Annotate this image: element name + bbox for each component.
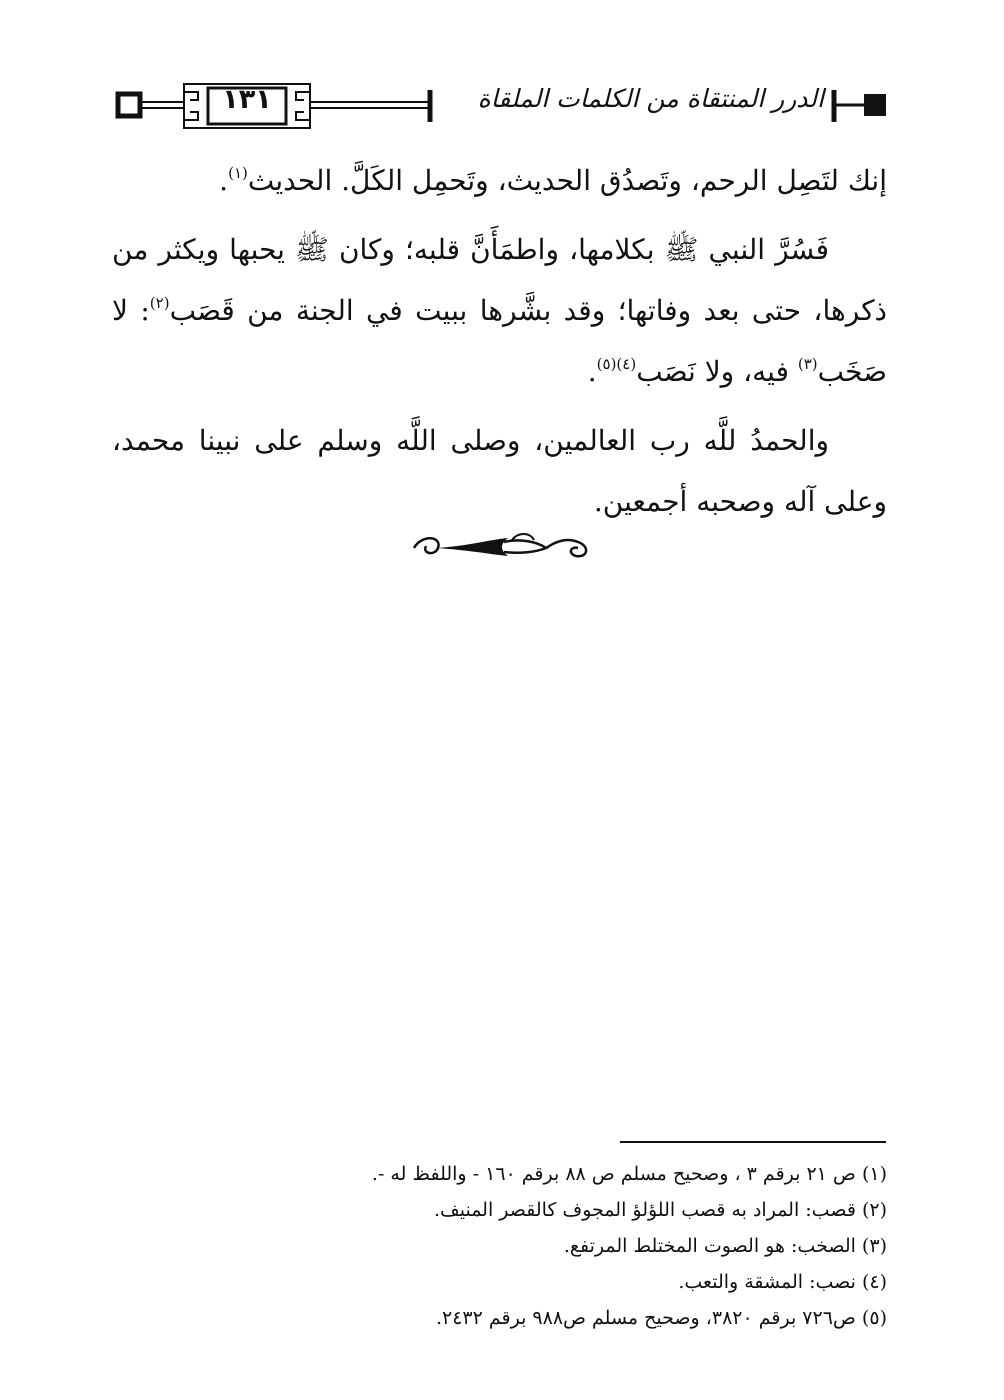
- paragraph-2-end: .: [587, 355, 597, 388]
- paragraph-1: [112, 150, 887, 211]
- ornament-divider: [408, 528, 598, 562]
- paragraph-2-part3: فيه، ولا نَصَب: [636, 355, 798, 388]
- footnote-ref-3: (٣): [797, 355, 818, 373]
- footnote-ref-1: (١): [228, 164, 248, 182]
- main-text: [112, 150, 887, 540]
- footnote-4: (٤) نصب: المشقة والتعب.: [678, 1271, 887, 1293]
- paragraph-2-part1: فَسُرَّ النبي ﷺ بكلامها، واطمَأَنَّ قلبه؛ وكان ﷺ يحبها ويكثر من ذكرها، حتى بعد وفاتها؛ وقد بشَّرها ببيت في الجنة من قَصَب: [112, 233, 887, 327]
- footnotes: [112, 1156, 887, 1336]
- paragraph-1-text: إنك لتَصِل الرحم، وتَصدُق الحديث، وتَحمِل الكَلَّ. الحديث: [247, 164, 887, 197]
- footnote-2: (٢) قصب: المراد به قصب اللؤلؤ المجوف كالقصر المنيف.: [434, 1199, 887, 1221]
- paragraph-1-end: .: [219, 164, 229, 197]
- footnote-5: (٥) ص٧٢٦ برقم ٣٨٢٠، وصحيح مسلم ص٩٨٨ برقم ٢٤٣٢.: [435, 1307, 887, 1329]
- footnote-ref-4-5: (٤)(٥): [596, 355, 637, 373]
- book-title: الدرر المنتقاة من الكلمات الملقاة: [477, 84, 824, 113]
- footnote-1: (١) ص ٢١ برقم ٣ ، وصحيح مسلم ص ٨٨ برقم ١٦٠ - واللفظ له -.: [371, 1163, 887, 1185]
- footnote-ref-2: (٢): [149, 294, 170, 312]
- footnote-separator: [620, 1141, 886, 1143]
- paragraph-2: [112, 219, 887, 402]
- paragraph-3-text: والحمدُ للَّه رب العالمين، وصلى اللَّه وسلم على نبينا محمد، وعلى آله وصحبه أجمعين.: [112, 424, 887, 518]
- paragraph-2-part2: : لا صَخَب: [112, 294, 887, 388]
- page-header: [112, 78, 892, 134]
- footnote-3: (٣) الصخب: هو الصوت المختلط المرتفع.: [563, 1235, 887, 1257]
- paragraph-3: [112, 410, 887, 532]
- page-number: ١٣١: [222, 84, 272, 115]
